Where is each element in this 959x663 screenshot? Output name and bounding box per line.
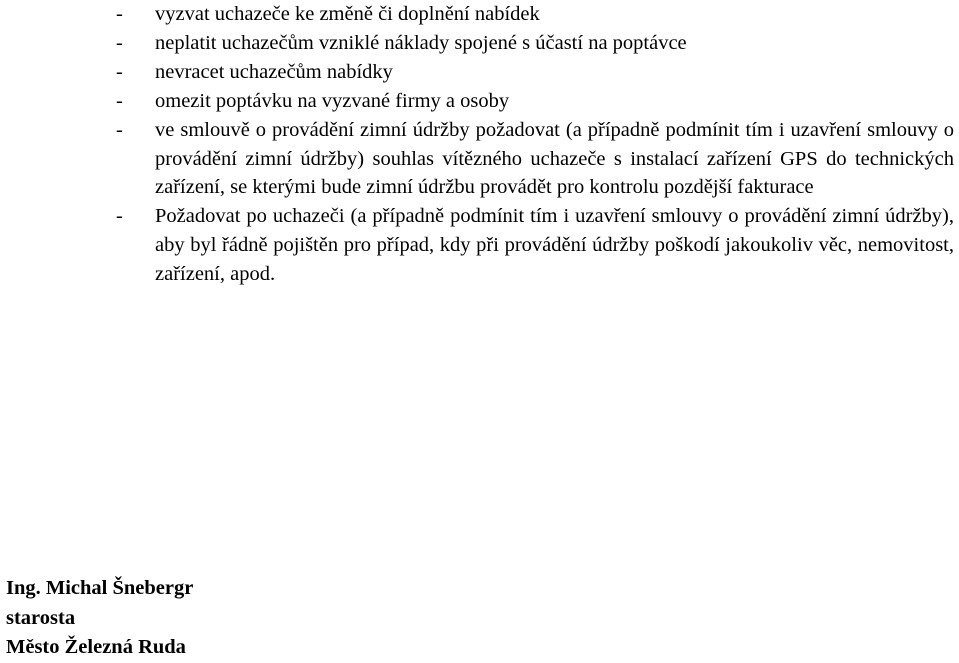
list-item [0, 87, 959, 116]
signatory-position: starosta [6, 606, 76, 629]
list-item-text: ve smlouvě o provádění zimní údržby požadovat (a případně podmínit tím i uzavření smlouvy o provádění zimní údržby) souhlas vítězného uchazeče s instalací zařízení GPS do technických zařízení, se kterými bude zimní údržbu provádět pro kontrolu pozdější fakturace [155, 118, 954, 199]
list-item-text: Požadovat po uchazeči (a případně podmínit tím i uzavření smlouvy o provádění zimní údržby), aby byl řádně pojištěn pro případ, kdy při provádění údržby poškodí jakoukoliv věc, nemovitost, zařízení, apod. [155, 205, 954, 286]
signature-block [6, 574, 193, 663]
list-item [0, 0, 959, 29]
list-item [0, 116, 959, 203]
signatory-organization: Město Železná Ruda [6, 636, 186, 658]
signatory-name: Ing. Michal Šnebergr [6, 577, 194, 599]
list-item [0, 58, 959, 87]
list-bullet: - [116, 31, 123, 54]
list-item-text: vyzvat uchazeče ke změně či doplnění nabídek [155, 3, 540, 25]
list-bullet: - [116, 118, 123, 141]
list-item-text: neplatit uchazečům vzniklé náklady spojené s účastí na poptávce [155, 31, 687, 54]
list-bullet: - [116, 60, 123, 83]
list-bullet: - [116, 205, 123, 228]
list-item-text: omezit poptávku na vyzvané firmy a osoby [155, 89, 510, 112]
list-item-text: nevracet uchazečům nabídky [155, 60, 393, 83]
list-item [0, 29, 959, 58]
list-item [0, 202, 959, 289]
list-bullet: - [116, 3, 123, 25]
list-bullet: - [116, 89, 123, 112]
measures-list [0, 0, 959, 289]
